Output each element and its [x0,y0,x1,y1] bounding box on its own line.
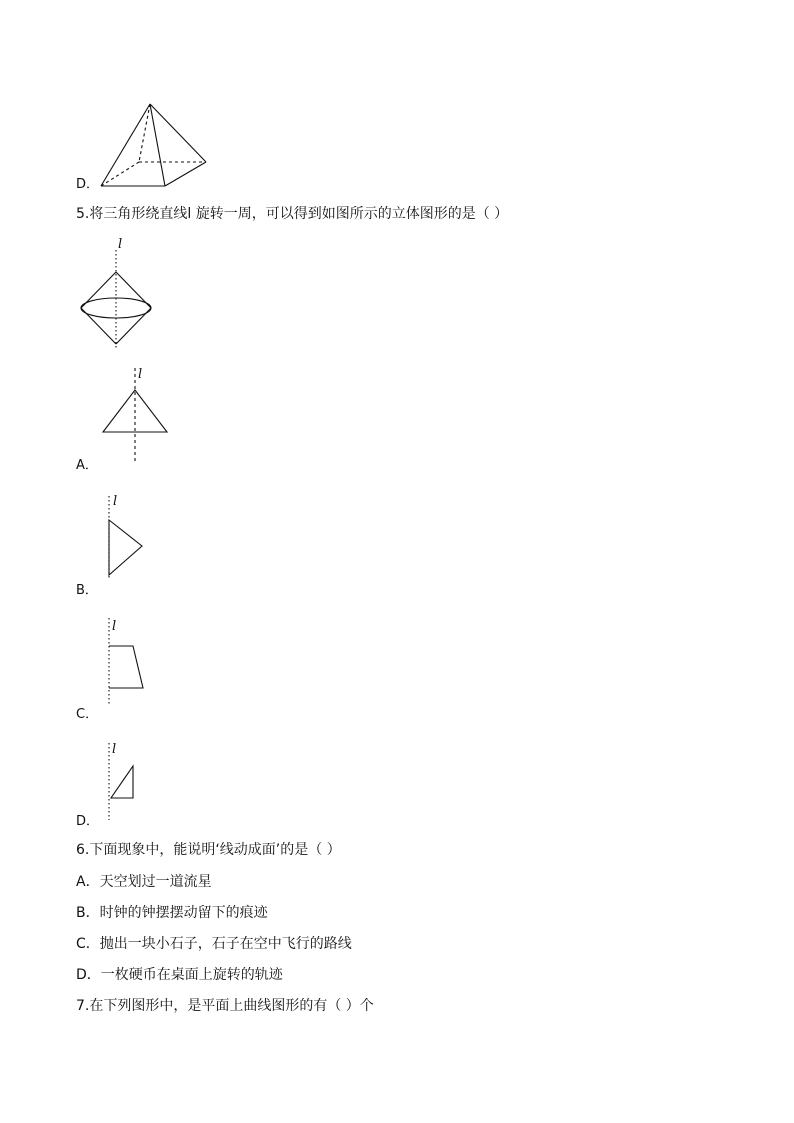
option-d-axis-label: l [112,742,117,757]
q5-question: 5.将三角形绕直线l 旋转一周，可以得到如图所示的立体图形的是（ ） [76,206,509,222]
q6-option-d: D．一枚硬币在桌面上旋转的轨迹 [76,967,283,983]
q6-option-b: B．时钟的钟摆摆动留下的痕迹 [76,905,268,921]
option-b-axis-label: l [113,494,118,509]
option-d-figure [0,0,117,757]
q6-option-a: A．天空划过一道流星 [76,874,212,890]
q6-question: 6.下面现象中，能说明‘线动成面’的是（ ） [76,842,341,858]
q5-option-a-label: A． [76,458,98,473]
q6-option-c: C．抛出一块小石子，石子在空中飞行的路线 [76,936,352,952]
option-a-axis-label: l [138,367,143,382]
q7-question: 7.在下列图形中，是平面上曲线图形的有（ ）个 [76,998,374,1014]
q5-option-b-label: B． [76,583,98,598]
axis-label-l: l [118,237,123,252]
option-c-axis-label: l [112,619,117,634]
q4-option-d-label: D． [76,177,100,192]
q5-option-c-label: C． [76,707,99,722]
q5-option-d-label: D． [76,814,100,829]
